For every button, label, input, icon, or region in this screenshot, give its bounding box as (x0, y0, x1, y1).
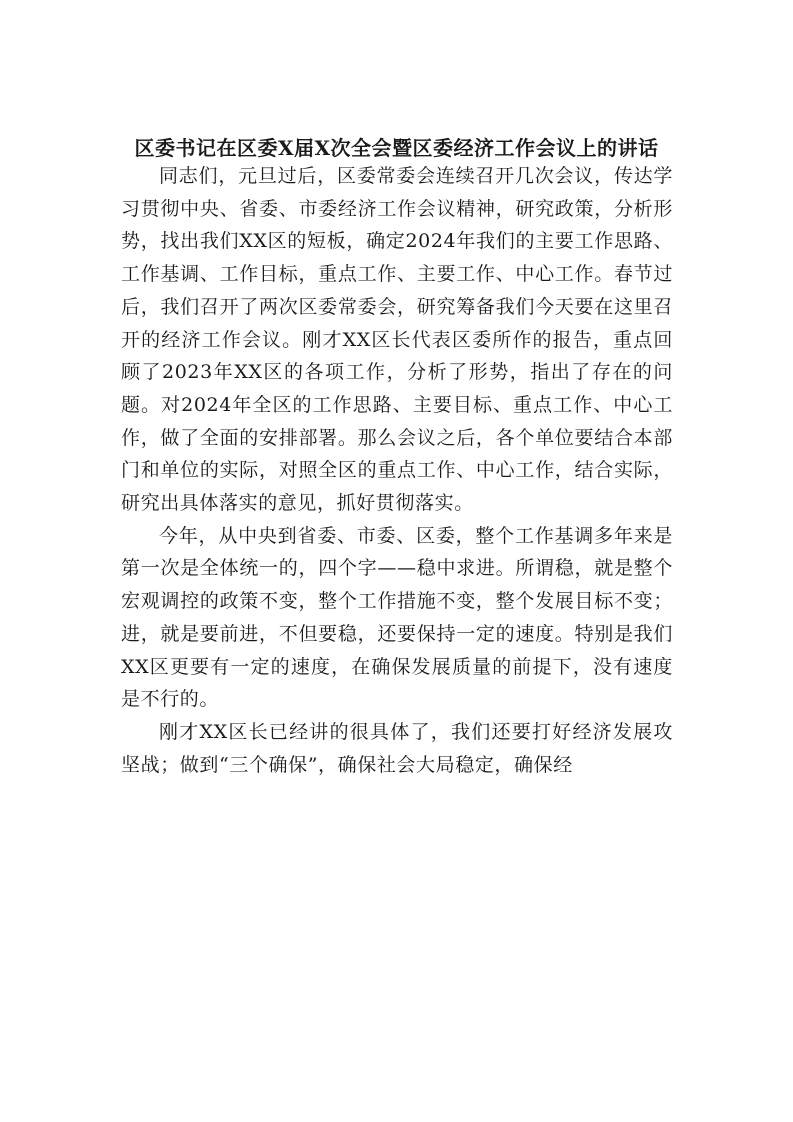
paragraph-1: 同志们，元旦过后，区委常委会连续召开几次会议，传达学习贯彻中央、省委、市委经济工作会议精神，研究政策，分析形势，找出我们XX区的短板，确定2024年我们的主要工作思路、工作基调、工作目标，重点工作、主要工作、中心工作。春节过后，我们召开了两次区委常委会，研究筹备我们今天要在这里召开的经济工作会议。刚才XX区长代表区委所作的报告，重点回顾了2023年XX区的各项工作，分析了形势，指出了存在的问题。对2024年全区的工作思路、主要目标、重点工作、中心工作，做了全面的安排部署。那么会议之后，各个单位要结合本部门和单位的实际，对照全区的重点工作、中心工作，结合实际，研究出具体落实的意见，抓好贯彻落实。 (121, 165, 673, 515)
paragraph-2: 今年，从中央到省委、市委、区委，整个工作基调多年来是第一次是全体统一的，四个字——稳中求进。所谓稳，就是整个宏观调控的政策不变，整个工作措施不变，整个发展目标不变；进，就是要前进，不但要稳，还要保持一定的速度。特别是我们XX区更要有一定的速度，在确保发展质量的前提下，没有速度是不行的。 (121, 524, 673, 711)
paragraph-3: 刚才XX区长已经讲的很具体了，我们还要打好经济发展攻坚战；做到“三个确保”，确保社会大局稳定，确保经 (121, 720, 673, 776)
document-title: 区委书记在区委X届X次全会暨区委经济工作会议上的讲话 (134, 136, 659, 160)
document-body (121, 160, 673, 781)
